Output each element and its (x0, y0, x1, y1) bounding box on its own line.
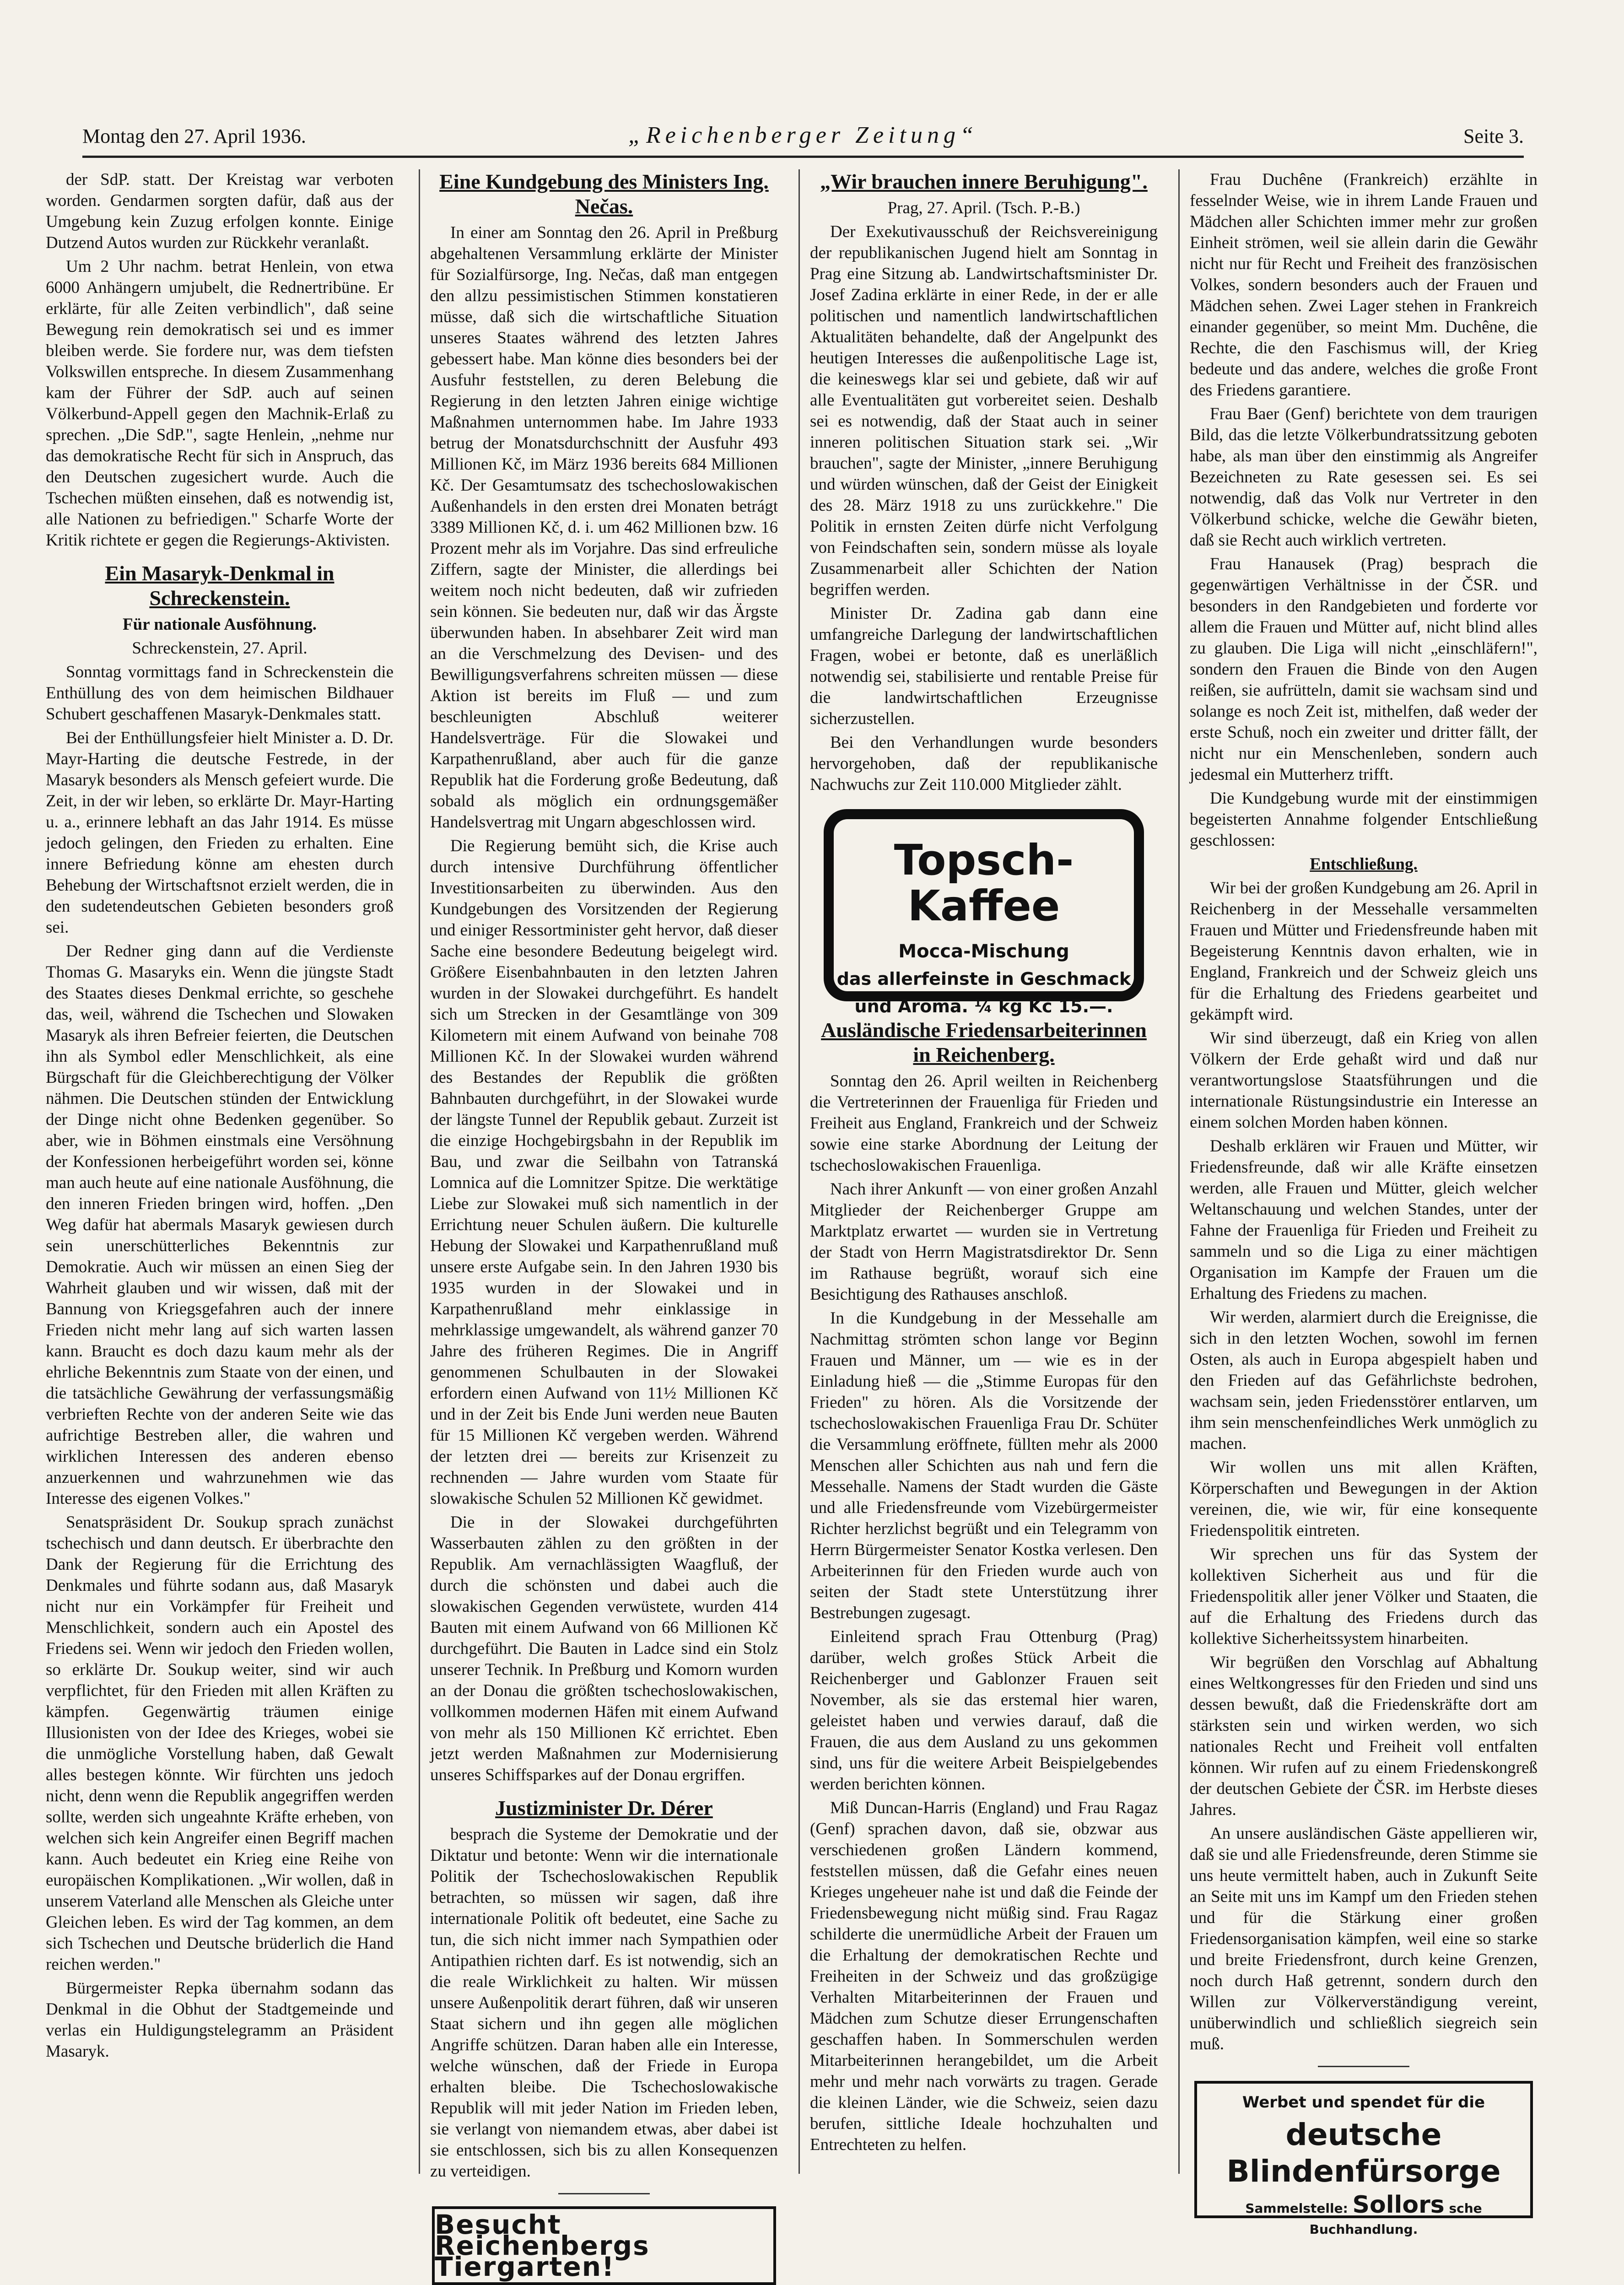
article-paragraph: Miß Duncan-Harris (England) und Frau Ragaz (Genf) sprachen davon, daß sie, obzwar aus verschiedenen großen Ländern kommend, feststellen müssen, daß die Gefahr eines neuen Krieges ungeheuer nahe ist und daß die Feinde der Friedensbewegung nicht müßig sind. Frau Ragaz schilderte die unermüdliche Arbeit der Frauen um die Erhaltung der demokratischen Rechte und Freiheiten in der Schweiz und das großzügige Verhalten Mitarbeiterinnen der Frauen und Mädchen zum Schutze dieser Errungenschaften geschaffen haben. In Sommerschulen werden Mitarbeiterinnen herangebildet, um die Arbeit mehr und mehr nach vorwärts zu tragen. Gerade die kleinen Länder, wie die Schweiz, seien dazu berufen, sittliche Ideale hochzuhalten und Entrechteten zu helfen. (810, 1799, 1158, 2154)
article-dateline: Schreckenstein, 27. April. (132, 639, 308, 658)
article-paragraph: Um 2 Uhr nachm. betrat Henlein, von etwa 6000 Anhängern umjubelt, die Rednertribüne. Er erklärte, für alle Zeiten verbindlich", daß seine Bewegung rein demokratisch sei und es immer bleiben werde. Sie fordere nur, was dem tiefsten Volkswillen entspreche. In diesem Zusammenhang kam der Führer der SdP. auch auf seinen Völkerbund-Appell gegen den Machnik-Erlaß zu sprechen. „Die SdP.", sagte Henlein, „nehme nur das demokratische Recht für sich in Anspruch, das den Deutschen zugesichert wurde. Auch die Tschechen müßten einsehen, daß es notwendig ist, alle Nationen zu befriedigen." Scharfe Worte der Kritik richtete er gegen die Regierungs-Aktivisten. (46, 257, 394, 550)
column-4 (1190, 169, 1538, 2237)
article-paragraph: Wir begrüßen den Vorschlag auf Abhaltung eines Weltkongresses für den Frieden und sind uns dessen bewußt, daß die Friedenskräfte dort am stärksten sein und wirken werden, wo sich nationales Recht und Freiheit voll entfalten können. Wir rufen auf zu einem Friedenskongreß der deutschen Gebiete der ČSR. im Herbste dieses Jahres. (1190, 1653, 1538, 1819)
article-headline: Eine Kundgebung des Ministers Ing. Nečas. (439, 170, 769, 218)
coffee-ad-price: und Aroma. ¼ kg Kč 15.—. (854, 996, 1113, 1016)
article-paragraph: Wir bei der großen Kundgebung am 26. April in Reichenberg in der Messehalle versammelten Frauen und Mütter und Friedensfreunde haben mit Begeisterung Kenntnis davon erhalten, wie in England, Frankreich und der Schweiz gleich uns für die Erhaltung des Friedens gearbeitet und gekämpft wird. (1190, 879, 1538, 1024)
column-1 (46, 169, 394, 2174)
article-headline: „Wir brauchen innere Beruhigung". (820, 170, 1148, 193)
coffee-ad-line: das allerfeinste in Geschmack (836, 969, 1131, 989)
coffee-advertisement (824, 809, 1144, 1016)
column-rule (1178, 169, 1180, 2174)
article-dateline: Prag, 27. April. (Tsch. P.-B.) (887, 199, 1080, 217)
blind-welfare-advertisement (1194, 2081, 1533, 2237)
article-paragraph: Frau Hanausek (Prag) besprach die gegenwärtigen Verhältnisse in der ČSR. und besonders in den Randgebieten und forderte vor allem die Frauen und Mütter auf, nicht blind alles zu glauben. Die Liga will nicht „einschläfern!", sondern den Frauen die Binde von den Augen reißen, sie aufrütteln, damit sie wachsam sind und solange es noch Zeit ist, mithelfen, daß weder der erste Schuß, noch ein zweiter und dritter fällt, der nicht nur ein Menschenleben, sondern auch jedesmal ein Mutterherz trifft. (1190, 555, 1538, 784)
column-rule (419, 169, 420, 2174)
article-subheadline: Für nationale Ausföhnung. (123, 615, 317, 634)
article-paragraph: Wir wollen uns mit allen Kräften, Körperschaften und Bewegungen in der Aktion vereinen, die, wie wir, für eine konsequente Friedenspolitik eintreten. (1190, 1458, 1538, 1540)
article-paragraph: Minister Dr. Zadina gab dann eine umfangreiche Darlegung der landwirtschaftlichen Fragen, wobei er betonte, daß es unerläßlich notwendig sei, stabilisierte und rentable Preise für die landwirtschaftlichen Erzeugnisse sicherzustellen. (810, 604, 1158, 728)
article-paragraph: besprach die Systeme der Demokratie und der Diktatur und betonte: Wenn wir die internationale Politik der Tschechoslowakischen Republik betrachten, so müssen wir sagen, daß ihre internationale Politik oft bedeutet, eine Sache zu tun, die sich nicht immer nach Sympathien oder Antipathien richten darf. Es ist notwendig, sich an die reale Wirklichkeit zu halten. Wir müssen unsere Außenpolitik derart führen, daß wir unseren Staat sichern und ihn gegen alle möglichen Angriffe schützen. Daran haben alle ein Interesse, welche wünschen, daß der Friede in Europa erhalten bleibe. Die Tschechoslowakische Republik will mit jeder Nation im Frieden leben, sie verlangt von niemandem etwas, aber dabei ist sie entschlossen, sich bis zu allen Konsequenzen zu verteidigen. (430, 1825, 778, 2181)
article-paragraph: Sonntag vormittags fand in Schreckenstein die Enthüllung des von dem heimischen Bildhauer Schubert geschaffenen Masaryk-Denkmales statt. (46, 663, 394, 724)
article-paragraph: Der Exekutivausschuß der Reichsvereinigung der republikanischen Jugend hielt am Sonntag in Prag eine Sitzung ab. Landwirtschaftsminister Dr. Josef Zadina erklärte in einer Rede, in der er alle politischen und namentlich landwirtschaftlichen Aktualitäten behandelte, daß der Angelpunkt des heutigen Interesses die außenpolitische Lage ist, die keineswegs klar sei und gebiete, daß wir auf alle Eventualitäten gut vorbereitet seien. Deshalb sei es notwendig, daß der Staat auch in seiner inneren politischen Situation stark sei. „Wir brauchen", sagte der Minister, „innere Beruhigung und würden wünschen, daß der Geist der Einigkeit des 28. März 1918 zu uns zurückkehre." Die Politik in ernsten Zeiten dürfe nicht Verfolgung von Feindschaften sein, sondern müsse als loyale Zusammenarbeit aller Schichten der Nation begriffen werden. (810, 222, 1158, 599)
article-paragraph: Nach ihrer Ankunft — von einer großen Anzahl Mitglieder der Reichenberger Gruppe am Marktplatz erwartet — wurden sie in Vertretung der Stadt von Herrn Magistratsdirektor Dr. Senn im Rathause begrüßt, worauf sich eine Besichtigung des Rathauses anschloß. (810, 1180, 1158, 1304)
zoo-advertisement: Besucht Reichenbergs Tiergarten! (432, 2206, 776, 2285)
article-headline: Justizminister Dr. Dérer (495, 1796, 713, 1820)
coffee-ad-frame (834, 819, 1134, 1016)
resolution-heading: Entschließung. (1310, 855, 1418, 874)
column-3 (810, 169, 1158, 2174)
blind-ad-line: Werbet und spendet für die (1242, 2093, 1485, 2112)
blind-ad-shop-suffix: sche Buchhandlung. (1309, 2201, 1482, 2237)
column-2 (430, 169, 778, 2282)
article-paragraph: Bei der Enthüllungsfeier hielt Minister a. D. Dr. Mayr-Harting die deutsche Festrede, in der Masaryk besonders als Mensch gefeiert wurde. Die Zeit, in der wir leben, so erklärte Dr. Mayr-Harting u. a., erinnere lebhaft an das Jahr 1914. Es müsse jedoch gelingen, den Frieden zu erhalten. Eine innere Befriedung könne am ehesten durch Behebung der Wirtschaftsnot erzielt werden, die in den sudetendeutschen Gebieten besonders groß sei. (46, 729, 394, 937)
blind-ad-title: deutsche Blindenfürsorge (1226, 2117, 1501, 2189)
article-paragraph: In die Kundgebung in der Messehalle am Nachmittag strömten schon lange vor Beginn Frauen und Männer, um — wie es in der Einladung hieß — die „Stimme Europas für den Frieden" zu hören. Als die Vorsitzende der tschechoslowakischen Frauenliga Frau Dr. Schüter die Versammlung eröffnete, füllten mehr als 2000 Menschen aller Schichten aus nah und fern die Messehalle. Namens der Stadt wurden die Gäste und alle Friedensfreunde vom Vizebürgermeister Richter herzlichst begrüßt und ein Telegramm von Herrn Bürgermeister Senator Kostka verlesen. Den Arbeiterinnen für den Frieden wurde auch von seiten der Stadt stete Unterstützung ihrer Bestrebungen zugesagt. (810, 1309, 1158, 1622)
article-paragraph: Wir sind überzeugt, daß ein Krieg von allen Völkern der Erde gehaßt wird und daß nur verantwortungslose Staatsführungen und die internationale Rüstungsindustrie ein Interesse an einem solchen Morden haben können. (1190, 1029, 1538, 1132)
page-header (82, 119, 1524, 158)
article-paragraph: Die Kundgebung wurde mit der einstimmigen begeisterten Annahme folgender Entschließung geschlossen: (1190, 789, 1538, 850)
article-paragraph: In einer am Sonntag den 26. April in Preßburg abgehaltenen Versammlung erklärte der Minister für Sozialfürsorge, Ing. Nečas, daß man entgegen den allzu pessimistischen Stimmen konstatieren müsse, daß sich die wirtschaftliche Situation unseres Staates während des letzten Jahres gebessert habe. Man könne dies besonders bei der Ausfuhr feststellen, zu deren Belebung die Regierung in den letzten Jahren einige wichtige Maßnahmen unternommen habe. Im Jahre 1933 betrug der Monatsdurchschnitt der Ausfuhr 493 Millionen Kč, im März 1936 bereits 684 Millionen Kč. Der Gesamtumsatz des tschechoslowakischen Außenhandels in den ersten drei Monaten betrágt 3389 Millionen Kč, d. i. um 462 Millionen bzw. 16 Prozent mehr als im Vorjahre. Das sind erfreuliche Ziffern, sagte der Minister, die allerdings bei weitem noch nicht bedeuten, daß wir zufrieden sein können. Sie bedeuten nur, daß wir das Ärgste überwunden haben. In absehbarer Zeit wird man an die Verschmelzung des Devisen- und des Bewilligungsverfahrens schreiten müssen — diese Aktion ist bereits im Fluß — und zum beschleunigten Abschluß weiterer Handelsverträge. Für die Slowakei und Karpathenrußland, aber auch für die ganze Republik hat die Forderung große Bedeutung, daß sobald als möglich ein ordnungsgemäßer Handelsvertrag mit Ungarn abgeschlossen wird. (430, 223, 778, 832)
blind-ad-collection-point (1197, 2191, 1530, 2240)
blind-ad-label: Sammelstelle: (1245, 2201, 1348, 2216)
column-rule (799, 169, 800, 2174)
article-paragraph: Die Regierung bemüht sich, die Krise auch durch intensive Durchführung öffentlicher Investitionsarbeiten zu überwinden. Aus den Kundgebungen des Vorsitzenden der Regierung und einiger Ressortminister geht hervor, daß dieser Sache eine besondere Bedeutung beigelegt wird. Größere Eisenbahnbauten in den letzten Jahren wurden in der Slowakei durchgeführt. Es handelt sich um Strecken in der Gesamtlänge von 309 Kilometern mit einem Aufwand von beinahe 708 Millionen Kč. In der Slowakei wurden während des Bestandes der Republik die größten Bahnbauten durchgeführt, in der Slowakei wurde der längste Tunnel der Republik gebaut. Zurzeit ist die einzige Hochgebirgsbahn in der Republik im Bau, und zwar die Seilbahn von Tatranská Lomnica auf die Lomnitzer Spitze. Die werktätige Liebe zur Slowakei muß sich namentlich in der Errichtung neuer Schulen äußern. Die kulturelle Hebung der Slowakei und Karpathenrußland muß unsere erste Aufgabe sein. In den Jahren 1930 bis 1935 wurden in der Slowakei und in Karpathenrußland mehr einklassige in mehrklassige umgewandelt, als während ganzer 70 Jahre des früheren Regimes. Die in Angriff genommenen Schulbauten in der Slowakei erfordern einen Aufwand von 11½ Millionen Kč und in der Zeit bis Ende Juni werden neue Bauten für 15 Millionen Kč vergeben werden. Während der letzten drei — bereits zur Krisenzeit zu rechnenden — Jahre wurden vom Staate für slowakische Schulen 52 Millionen Kč gewidmet. (430, 837, 778, 1508)
article-paragraph: An unsere ausländischen Gäste appellieren wir, daß sie und alle Friedensfreunde, deren Stimme sie uns heute vermittelt haben, auch in Zukunft Seite an Seite mit uns im Kampf um den Frieden stehen und für die Stärkung einer großen Friedensorganisation kämpfen, weil eine so starke und breite Friedensfront, durch keine Grenzen, noch durch Haß getrennt, sondern durch den Willen zur Völkerverständigung vereint, unüberwindlich und schließlich siegreich sein muß. (1190, 1824, 1538, 2053)
header-page-number: Seite 3. (1463, 125, 1524, 147)
article-paragraph: Senatspräsident Dr. Soukup sprach zunächst tschechisch und dann deutsch. Er überbrachte den Dank der Regierung für die Errichtung des Denkmales und führte sodann aus, daß Masaryk nicht nur ein Vorkämpfer für Freiheit und Menschlichkeit, sondern auch ein Apostel des Friedens sei. Wenn wir jedoch den Frieden wollen, so erklärte Dr. Soukup weiter, sind wir auch verpflichtet, für den Frieden mit allen Kräften zu kämpfen. Gegenwärtig träumen einige Illusionisten von der Idee des Krieges, wobei sie die unmögliche Vorstellung haben, daß Gewalt alles bestegen könnte. Wir fürchten uns jedoch nicht, denn wenn die Republik angegriffen werden sollte, werden sich ungeahnte Kräfte erheben, von welchen sich kein Angreifer einen Begriff machen kann. Auch bedeutet ein Krieg eine Reihe von europäischen Komplikationen. „Wir wollen, daß in unserem Vaterland alle Menschen als Gleiche unter Gleichen leben. Es wird der Tag kommen, an dem sich Tschechen und Deutsche brüderlich die Hand reichen werden." (46, 1513, 394, 1974)
coffee-ad-brand: Topsch-Kaffee (894, 836, 1074, 930)
article-headline: Ausländische Friedensarbeiterinnen in Reichenberg. (821, 1018, 1147, 1066)
article-paragraph: Sonntag den 26. April weilten in Reichenberg die Vertreterinnen der Frauenliga für Frieden und Freiheit aus England, Frankreich und der Schweiz sowie eine starke Abordnung der Leitung der tschechoslowakischen Frauenliga. (810, 1072, 1158, 1175)
divider (1318, 2066, 1409, 2067)
blind-ad-shop-name: Sollors (1352, 2191, 1445, 2219)
coffee-ad-blend: Mocca-Mischung (898, 941, 1069, 962)
article-paragraph: Die in der Slowakei durchgeführten Wasserbauten zählen zu den größten in der Republik. Am vernachlässigten Waagfluß, der durch die schönsten und dabei auch die slowakischen Gegenden verwüstete, wurden 414 Bauten mit einem Aufwand von 66 Millionen Kč durchgeführt. Die Bauten in Ladce sind ein Stolz unserer Technik. In Preßburg und Komorn wurden an der Donau die größten tschechoslowakischen, vollkommen modernen Häfen mit einem Aufwand von mehr als 150 Millionen Kč errichtet. Eben jetzt werden Maßnahmen zur Modernisierung unseres Schiffsparkes auf der Donau ergriffen. (430, 1513, 778, 1784)
article-paragraph: Bürgermeister Repka übernahm sodann das Denkmal in die Obhut der Stadtgemeinde und verlas ein Huldigungstelegramm an Präsident Masaryk. (46, 1979, 394, 2061)
article-paragraph: Frau Baer (Genf) berichtete von dem traurigen Bild, das die letzte Völkerbundratssitzung geboten habe, als man über den einstimmig als Angreifer Bezeichneten zu Rate gesessen sei. Es sei notwendig, daß das Volk nur Vertreter in den Völkerbund schicke, welche die Gewähr bieten, daß sie Recht auch wirklich vertreten. (1190, 405, 1538, 550)
article-paragraph: Wir sprechen uns für das System der kollektiven Sicherheit aus und für die Friedenspolitik aller jener Völker und Staaten, die auf die Erhaltung des Friedens durch das kollektive Sicherheitssystem hinarbeiten. (1190, 1545, 1538, 1648)
article-paragraph: der SdP. statt. Der Kreistag war verboten worden. Gendarmen sorgten dafür, daß aus der Umgebung kein Zuzug erfolgen konnte. Einige Dutzend Autos wurden zur Rückkehr veranlaßt. (46, 170, 394, 252)
divider (558, 2193, 650, 2194)
article-paragraph: Wir werden, alarmiert durch die Ereignisse, die sich in den letzten Wochen, sowohl im fernen Osten, als auch in Europa abgespielt haben und den Frieden auf das Gefährlichste bedrohen, wachsam sein, jeden Friedensstörer entlarven, um ihm sein menschenfeindliches Werk unmöglich zu machen. (1190, 1308, 1538, 1453)
header-masthead: „Reichenberger Zeitung“ (628, 122, 978, 148)
article-paragraph: Frau Duchêne (Frankreich) erzählte in fesselnder Weise, wie in ihrem Lande Frauen und Mädchen aller Schichten immer mehr zur großen Einheit strömen, weil sie allein darin die Gewähr nicht nur für Recht und Freiheit des französischen Volkes, sondern besonders auch der Frauen und Mädchen sehen. Zwei Lager stehen in Frankreich einander gegenüber, so meint Mm. Duchêne, die Rechte, die den Faschismus will, der Krieg bedeute und das andere, welches die große Front des Friedens garantiere. (1190, 170, 1538, 400)
article-headline: Ein Masaryk-Denkmal in Schreckenstein. (105, 562, 335, 610)
header-date: Montag den 27. April 1936. (82, 125, 306, 147)
article-paragraph: Einleitend sprach Frau Ottenburg (Prag) darüber, welch großes Stück Arbeit die Reichenberger und Gablonzer Frauen seit November, als sie das erstemal hier waren, geleistet haben und verwies darauf, daß die Frauen, die aus dem Ausland zu uns gekommen sind, uns für die weitere Arbeit Beispielgebendes werden berichten können. (810, 1627, 1158, 1793)
article-paragraph: Deshalb erklären wir Frauen und Mütter, wir Friedensfreunde, daß wir alle Kräfte einsetzen werden, alle Frauen und Mütter, gleich welcher Weltanschauung und welchen Standes, unter der Fahne der Frauenliga für Frieden und Freiheit zu sammeln und so die Liga zu einer mächtigen Organisation im Kampfe der Frauen um die Erhaltung des Friedens zu machen. (1190, 1137, 1538, 1303)
article-paragraph: Bei den Verhandlungen wurde besonders hervorgehoben, daß der republikanische Nachwuchs zur Zeit 110.000 Mitglieder zählt. (810, 733, 1158, 794)
article-paragraph: Der Redner ging dann auf die Verdienste Thomas G. Masaryks ein. Wenn die jüngste Stadt des Staates dieses Denkmal errichte, so geschehe das, weil, während die Tschechen und Slowaken Masaryk als ihren Befreier feierten, die Deutschen ihn als Symbol edler Menschlichkeit, als eine Bürgschaft für die Gleichberechtigung der Völker nähmen. Die Deutschen stünden der Entwicklung der Dinge nicht ohne Bedenken gegenüber. So aber, wie in Böhmen einstmals eine Versöhnung der Konfessionen herbeigeführt worden sei, könne man auch heute auf eine nationale Ausföhnung, die den inneren Frieden bringen wird, hoffen. „Den Weg dafür hat abermals Masaryk gewiesen durch sein unerschütterliches Bekenntnis zur Demokratie. Auch wir müssen an einen Sieg der Wahrheit glauben und wir wissen, daß mit der Bannung von Kriegsgefahren auch der innere Frieden nicht mehr lang auf sich warten lassen kann. Braucht es doch dazu kaum mehr als der ehrliche Bekenntnis zum Staate von der einen, und die tatsächliche Gewährung der verfassungsmäßig verbrieften Rechte von der anderen Seite wie das aufrichtige Bestreben aller, die wahren und wirklichen Interessen des anderen ebenso anzuerkennen und wahrzunehmen wie das Interesse des eigenen Volkes." (46, 942, 394, 1508)
